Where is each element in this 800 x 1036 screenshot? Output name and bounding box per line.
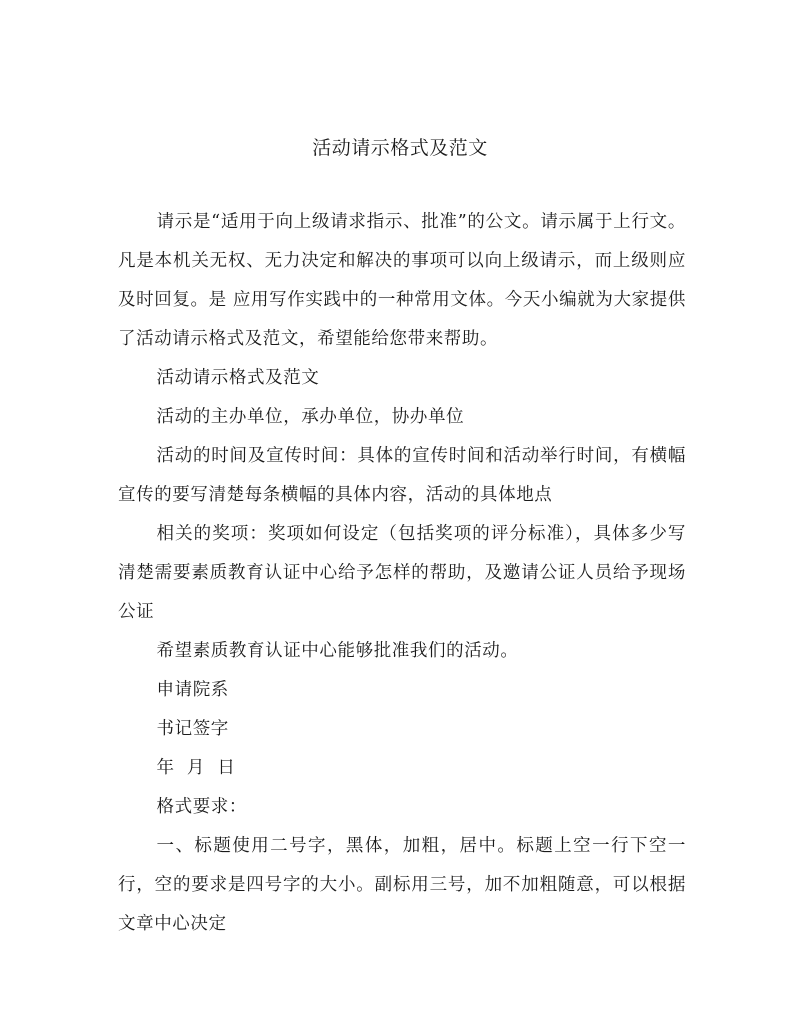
paragraph-time: 活动的时间及宣传时间：具体的宣传时间和活动举行时间，有横幅宣传的要写清楚每条横幅的具体内容，活动的具体地点: [118, 446, 686, 505]
paragraph-intro: 请示是“适用于向上级请求指示、批准”的公文。请示属于上行文。凡是本机关无权、无力决定和解决的事项可以向上级请示，而上级则应及时回复。是 应用写作实践中的一种常用文体。今天小编就为大家提供了活动请示格式及范文，希望能给您带来帮助。: [118, 212, 686, 349]
paragraph-department: 申请院系: [156, 680, 229, 700]
paragraph-request: 希望素质教育认证中心能够批准我们的活动。: [156, 641, 519, 661]
paragraph-organizers: 活动的主办单位，承办单位，协办单位: [156, 407, 465, 427]
paragraph-heading: 活动请示格式及范文: [156, 368, 320, 388]
document-body: [118, 203, 686, 944]
document-title: 活动请示格式及范文: [312, 137, 488, 159]
paragraph-signature: 书记签字: [156, 719, 229, 739]
paragraph-format-rule-1: 一、标题使用二号字，黑体，加粗，居中。标题上空一行下空一行，空的要求是四号字的大小。副标用三号，加不加粗随意，可以根据文章中心决定: [118, 836, 686, 934]
paragraph-awards: 相关的奖项：奖项如何设定（包括奖项的评分标准），具体多少写清楚需要素质教育认证中心给予怎样的帮助，及邀请公证人员给予现场公证: [118, 524, 686, 622]
paragraph-date: 年 月 日: [156, 758, 236, 778]
paragraph-format-heading: 格式要求：: [156, 797, 247, 817]
